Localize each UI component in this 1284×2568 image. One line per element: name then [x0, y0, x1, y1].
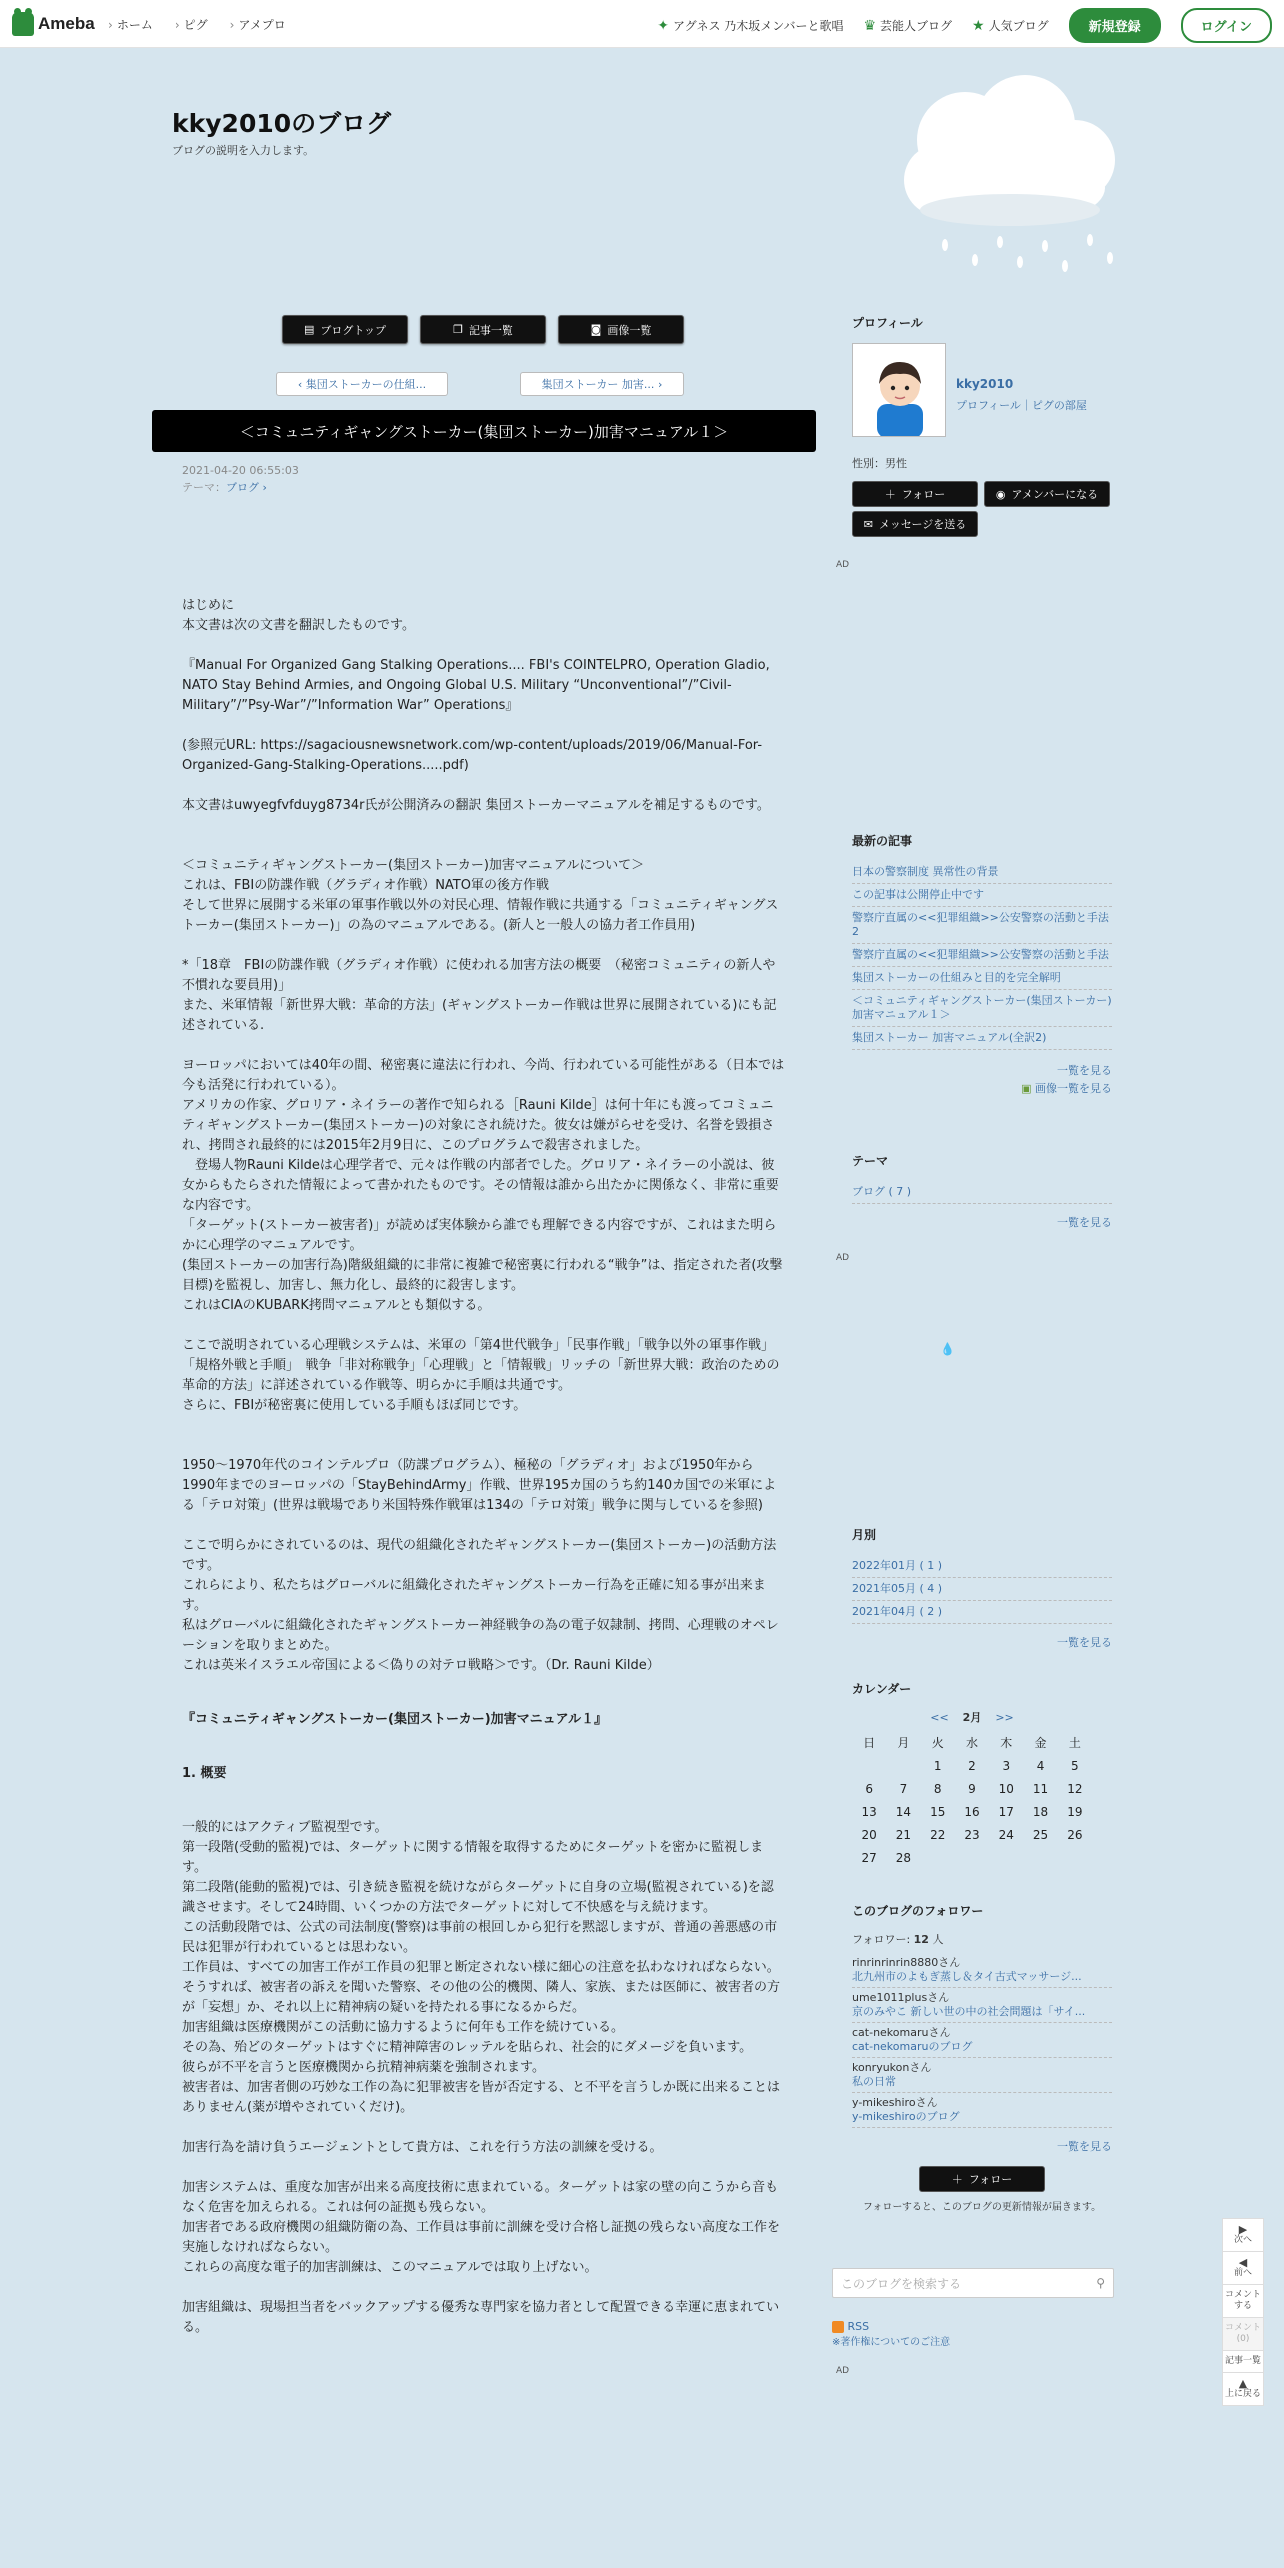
- star-icon: ✦: [657, 17, 669, 34]
- followers-heading: このブログのフォロワー: [852, 1904, 984, 1918]
- paragraph: ヨーロッパにおいては40年の間、秘密裏に違法に行われ、今尚、行われている可能性がある（日本では今も活発に行われている）。 アメリカの作家、グロリア・ネイラーの著作で知られる［Rauni Kilde］は何十年にも渡ってコミュニティギャングストーカー(集団ストーカー)の対象にされ続けた。彼女は嫌がらせを受け、名誉を毀損され、拷問され最終的には2015年2月9日に、このプログラムで殺害されました。 登場人物Rauni Kildeは心理学者で、元々は作戦の内部者でした。グロリア・ネイラーの小説は、彼女からもたらされた情報によって書かれたものです。その情報は誰から出たかに関係なく、非常に重要な内容です。 「ターゲット(ストーカー被害者)」が読めば実体験から誰でも理解できる内容ですが、これはまた明らかに心理学のマニュアルです。 (集団ストーカーの加害行為)階級組織的に非常に複雑で秘密裏に行われる“戦争”は、指定された者(攻撃目標)を監視し、加害し、無力化し、最終的に殺害します。 これはCIAのKUBARK拷問マニュアルとも類似する。: [182, 1058, 785, 1313]
- login-button[interactable]: ログイン: [1181, 8, 1272, 43]
- gender: 性別：男性: [852, 457, 907, 470]
- recent-articles-section: [852, 832, 1112, 1096]
- monthly-link[interactable]: 2021年04月 ( 2 ): [852, 1601, 1112, 1624]
- profile-heading: プロフィール: [852, 316, 923, 330]
- next-article-button[interactable]: 集団ストーカー 加害... ›: [520, 372, 684, 396]
- calendar-day: 28: [895, 1850, 912, 1865]
- entry-body: [182, 596, 786, 2358]
- ad-label: AD: [836, 560, 850, 570]
- paragraph: 『Manual For Organized Gang Stalking Operations.... FBI's COINTELPRO, Operation Gladio, NATO Stay Behind Armies, and Ongoing Global U.S. Military “Unconventional”/”Civil-Military”/”Psy-War”/”Information War” Operations』: [182, 658, 770, 713]
- calendar-day: 22: [930, 1827, 946, 1842]
- recent-article-link[interactable]: 集団ストーカーの仕組みと目的を完全解明: [852, 967, 1112, 990]
- nav-amepro[interactable]: › アメプロ: [229, 18, 286, 32]
- calendar-day: 19: [1067, 1804, 1083, 1819]
- theme-link[interactable]: ブログ ( 7 ): [852, 1181, 1112, 1204]
- raindrop-decoration: 💧: [940, 1342, 963, 1356]
- tab-article-list[interactable]: ❐ 記事一覧: [420, 315, 546, 344]
- camera-icon: ◙: [590, 323, 602, 336]
- recent-article-link[interactable]: ＜コミュニティギャングストーカー(集団ストーカー)加害マニュアル１＞: [852, 990, 1112, 1027]
- theme-section: [852, 1152, 1112, 1230]
- copyright-link[interactable]: ※著作権についてのご注意: [832, 2337, 951, 2348]
- crown-icon: ♛: [863, 17, 877, 34]
- paragraph: ＜コミュニティギャングストーカー(集団ストーカー)加害マニュアルについて＞ これは、FBIの防諜作戦（グラディオ作戦）NATO軍の後方作戦 そして世界に展開する米軍の軍事作戦以外の対民心理、情報作戦に共通する「コミュニティギャングストーカー(集団ストーカー)」の為のマニュアルである。(新人と一般人の協力者工作員用): [182, 858, 779, 933]
- calendar-day: 15: [930, 1804, 946, 1819]
- up-arrow-icon: ▲: [1238, 2377, 1248, 2390]
- follower-item[interactable]: cat-nekomaruさん cat-nekomaruのブログ: [852, 2023, 1112, 2058]
- theme-heading: テーマ: [852, 1154, 889, 1168]
- monthly-heading: 月別: [852, 1528, 877, 1542]
- entry-meta: [182, 462, 299, 496]
- weekday: 火: [931, 1736, 944, 1750]
- calendar-day: 16: [964, 1804, 980, 1819]
- document-icon: ▤: [303, 323, 315, 336]
- calendar-day: 3: [1002, 1758, 1011, 1773]
- section-heading: 1. 概要: [182, 1766, 227, 1781]
- paragraph: ここで説明されている心理戦システムは、米軍の「第4世代戦争」「民事作戦」「戦争以外の軍事作戦」「規格外戦と手順」 戦争「非対称戦争」「心理戦」と「情報戦」リッチの「新世界大戦：政治のための革命的方法」に詳述されている作戦等、明らかに手順は共通です。 さらに、FBIが秘密裏に使用している手順もほぼ同じです。: [182, 1338, 780, 1413]
- chevron-left-icon: ‹: [297, 377, 303, 391]
- weekday: 土: [1068, 1736, 1081, 1750]
- theme-more-link[interactable]: 一覧を見る: [1057, 1216, 1112, 1229]
- calendar-day: [955, 1846, 989, 1869]
- prev-article-button[interactable]: ‹ 集団ストーカーの仕組...: [276, 372, 448, 396]
- calendar-day: 11: [1032, 1781, 1049, 1796]
- rss-icon: [832, 2321, 844, 2333]
- paragraph: (参照元URL: https://sagaciousnewsnetwork.com/wp-content/uploads/2019/06/Manual-For-Organized-Gang-Stalking-Operations.....pdf): [182, 738, 763, 773]
- weekday: 木: [1000, 1736, 1013, 1750]
- calendar-day: [886, 1754, 920, 1777]
- recent-more-link[interactable]: 一覧を見る: [1057, 1064, 1112, 1077]
- entry-date: 2021-04-20 06:55:03: [182, 464, 299, 477]
- calendar-day: 2: [968, 1758, 976, 1773]
- list-icon: ❐: [453, 323, 463, 336]
- search-input[interactable]: このブログを検索する ⚲: [832, 2268, 1114, 2298]
- calendar-day: 1: [933, 1758, 942, 1773]
- follow-button-bottom[interactable]: ＋ フォロー: [919, 2166, 1045, 2192]
- paragraph: 1950〜1970年代のコインテルプロ（防諜プログラム）、極秘の「グラディオ」および1950年から1990年までのヨーロッパの「StayBehindArmy」作戦、世界195カ国のうち約140カ国での米軍による「テロ対策」(世界は戦場であり米国特殊作戦軍は134の「テロ対策」戦争に関与しているを参照): [182, 1458, 777, 1513]
- followers-more-link[interactable]: 一覧を見る: [1057, 2140, 1112, 2153]
- rail-list-button[interactable]: 記事一覧: [1223, 2351, 1263, 2373]
- blog-tabs: [282, 315, 684, 344]
- monthly-section: [852, 1526, 1112, 1650]
- calendar-day: 13: [861, 1804, 877, 1819]
- floating-nav-rail: [1222, 2218, 1264, 2406]
- plus-icon: ＋: [951, 2173, 963, 2186]
- calendar-prev-button[interactable]: <<: [930, 1711, 949, 1724]
- chevron-right-icon: ›: [657, 377, 663, 391]
- follower-item[interactable]: konryukonさん 私の日常: [852, 2058, 1112, 2093]
- calendar-day: 25: [1032, 1827, 1049, 1842]
- plus-icon: ＋: [884, 488, 896, 501]
- calendar-day: 12: [1067, 1781, 1083, 1796]
- rail-top-button[interactable]: ▲ 上に戻る: [1224, 2377, 1261, 2399]
- blog-title[interactable]: kky2010のブログ: [172, 109, 392, 138]
- top-nav: [108, 16, 286, 33]
- profile-links[interactable]: プロフィール｜ピグの部屋: [956, 399, 1087, 412]
- profile-section: [852, 314, 1112, 537]
- section-heading: 『コミュニティギャングストーカー(集団ストーカー)加害マニュアル１』: [182, 1712, 608, 1727]
- star-icon: ★: [972, 17, 985, 34]
- calendar-day: [1058, 1846, 1092, 1869]
- rail-comment-button[interactable]: コメントする: [1223, 2285, 1263, 2318]
- popular-blog-link[interactable]: ★ 人気ブログ: [972, 17, 1049, 34]
- ad-label: AD: [836, 2366, 850, 2376]
- calendar-day: 23: [964, 1827, 980, 1842]
- rail-prev-button[interactable]: ◀ 前へ: [1223, 2252, 1263, 2285]
- recent-heading: 最新の記事: [852, 834, 913, 848]
- monthly-link[interactable]: 2022年01月 ( 1 ): [852, 1555, 1112, 1578]
- calendar-day: 4: [1036, 1758, 1045, 1773]
- calendar-day: 7: [899, 1781, 908, 1796]
- calendar-heading: カレンダー: [852, 1682, 912, 1696]
- weekday: 金: [1034, 1736, 1047, 1750]
- follower-count-label: フォロワー:: [852, 1933, 911, 1946]
- follow-note: フォローすると、このブログの更新情報が届きます。: [862, 2202, 1102, 2213]
- calendar-day: 8: [933, 1781, 942, 1796]
- recent-article-link[interactable]: 日本の警察制度 異常性の背景: [852, 861, 1112, 884]
- avatar-image: [853, 344, 946, 437]
- image-icon: ▣: [1021, 1082, 1032, 1095]
- calendar: [852, 1709, 1092, 1869]
- blog-description: ブログの説明を入力します。: [172, 144, 315, 157]
- rail-next-button[interactable]: ▶ 次へ: [1223, 2219, 1263, 2252]
- recent-article-link[interactable]: 集団ストーカー 加害マニュアル(全訳2): [852, 1027, 1112, 1050]
- weekday: 水: [965, 1736, 978, 1750]
- recent-article-link[interactable]: 警察庁直属の<<犯罪組織>>公安警察の活動と手法: [852, 944, 1112, 967]
- play-icon: ▶: [1238, 2223, 1248, 2236]
- recent-article-link[interactable]: 警察庁直属の<<犯罪組織>>公安警察の活動と手法2: [852, 907, 1112, 944]
- calendar-day: 5: [1071, 1758, 1079, 1773]
- calendar-next-button[interactable]: >>: [995, 1711, 1014, 1724]
- followers-section: [852, 1902, 1112, 2213]
- amember-button[interactable]: ◉ アメンバーになる: [984, 481, 1110, 507]
- monthly-link[interactable]: 2021年05月 ( 4 ): [852, 1578, 1112, 1601]
- tab-image-list[interactable]: ◙ 画像一覧: [558, 315, 684, 344]
- theme-label: テーマ：: [182, 481, 226, 494]
- weekday: 日: [863, 1736, 876, 1750]
- follower-count-unit: 人: [932, 1933, 944, 1946]
- monthly-more-link[interactable]: 一覧を見る: [1057, 1636, 1112, 1649]
- paragraph: 一般的にはアクティブ監視型です。 第一段階(受動的監視)では、ターゲットに関する情報を取得するためにターゲットを密かに監視します。 第二段階(能動的監視)では、引き続き監視を続けながらターゲットに自身の立場(監視されている)を認識させます。そして24時間、いくつかの方法でターゲットに対して不快感を与え続けます。 この活動段階では、公式の司法制度(警察)は事前の根回しから犯行を黙認しますが、普通の善悪感の市民は犯罪が行われているとは思わない。 工作員は、すべての加害工作が工作員の犯罪と断定されない様に細心の注意を払わなければならない。 そうすれば、被害者の訴えを聞いた警察、その他の公的機関、隣人、家族、または医師に、被害者の方が「妄想」か、それ以上に精神病の疑いを持たれる事になるからだ。 加害組織は医療機関がこの活動に協力するように何年も工作を続けている。 その為、殆どのターゲットはすぐに精神障害のレッテルを貼られ、社会的にダメージを負います。 彼らが不平を言うと医療機関から抗精神病薬を強制されます。 被害者は、加害者側の巧妙な工作の為に犯罪被害を皆が否定する、と不平を言うしか既に出来ることはありません(薬が増やされていくだけ)。: [182, 1820, 781, 2115]
- calendar-day: 6: [865, 1781, 873, 1796]
- entry-theme-link[interactable]: ブログ: [226, 481, 259, 494]
- avatar[interactable]: [852, 343, 946, 437]
- calendar-day: 14: [895, 1804, 912, 1819]
- follower-item[interactable]: ume1011plusさん 京のみやこ 新しい世の中の社会問題は「サイ...: [852, 1988, 1112, 2023]
- calendar-day: 24: [998, 1827, 1014, 1842]
- chat-icon: ◉: [995, 487, 1006, 501]
- recent-article-link[interactable]: この記事は公開停止中です: [852, 884, 1112, 907]
- profile-name[interactable]: kky2010: [956, 377, 1014, 391]
- image-list-link[interactable]: 画像一覧を見る: [1035, 1082, 1112, 1095]
- calendar-day: 21: [895, 1827, 912, 1842]
- ameba-logo-icon: [12, 12, 34, 36]
- follower-count: 12: [913, 1933, 929, 1946]
- paragraph: ここで明らかにされているのは、現代の組織化されたギャングストーカー(集団ストーカー)の活動方法です。 これらにより、私たちはグローバルに組織化されたギャングストーカー行為を正確に知る事が出来ます。 私はグローバルに組織化されたギャングストーカー神経戦争の為の電子奴隷制、拷問、心理戦のオペレーションを取りまとめた。 これは英米イスラエル帝国による＜偽りの対テロ戦略＞です。（Dr. Rauni Kilde）: [182, 1538, 779, 1673]
- celebrity-blog-link[interactable]: ♛ 芸能人ブログ: [863, 17, 953, 34]
- paragraph: 加害行為を請け負うエージェントとして貴方は、これを行う方法の訓練を受ける。: [182, 2140, 663, 2155]
- message-button[interactable]: ✉ メッセージを送る: [852, 511, 978, 537]
- follower-item[interactable]: rinrinrinrin8880さん 北九州市のよもぎ蒸し＆タイ古式マッサージ...: [852, 1953, 1112, 1988]
- calendar-day: [989, 1846, 1023, 1869]
- calendar-day: 26: [1067, 1827, 1083, 1842]
- weekday: 月: [897, 1736, 910, 1750]
- paragraph: 加害システムは、重度な加害が出来る高度技術に恵まれている。ターゲットは家の壁の向こうから音もなく危害を加えられる。これは何の証拠も残らない。 加害者である政府機関の組織防衛の為、工作員は事前に訓練を受け合格し証拠の残らない高度な工作を実施しなければならない。 これらの高度な電子的加害訓練は、このマニュアルでは取り上げない。: [182, 2180, 781, 2275]
- paragraph: 加害組織は、現場担当者をバックアップする優秀な専門家を協力者として配置できる幸運に恵まれている。: [182, 2300, 780, 2335]
- entry-title: ＜コミュニティギャングストーカー(集団ストーカー)加害マニュアル１＞: [152, 410, 816, 452]
- follow-button[interactable]: ＋ フォロー: [852, 481, 978, 507]
- mail-icon: ✉: [863, 517, 873, 531]
- calendar-month: 2月: [962, 1711, 982, 1724]
- calendar-day: 18: [1032, 1804, 1049, 1819]
- trend-link[interactable]: ✦ アグネス 乃木坂メンバーと歌唱: [657, 17, 844, 34]
- logo-text: Ameba: [38, 14, 95, 33]
- calendar-day: 20: [861, 1827, 877, 1842]
- search-icon[interactable]: ⚲: [1096, 2276, 1105, 2290]
- paragraph: はじめに 本文書は次の文書を翻訳したものです。: [182, 598, 415, 633]
- rss-link[interactable]: RSS: [847, 2320, 870, 2333]
- tab-blog-top[interactable]: ▤ ブログトップ: [282, 315, 408, 344]
- top-right-links: [657, 8, 1272, 43]
- calendar-day: 10: [998, 1781, 1014, 1796]
- paragraph: 本文書はuwyegfvfduyg8734r氏が公開済みの翻訳 集団ストーカーマニュアルを補足するものです。: [182, 798, 770, 813]
- ad-label: AD: [836, 1253, 850, 1263]
- signup-button[interactable]: 新規登録: [1069, 8, 1161, 43]
- calendar-day: 9: [968, 1781, 976, 1796]
- cloud-illustration: [880, 70, 1130, 280]
- ameba-logo[interactable]: [12, 12, 95, 36]
- chevron-right-icon: ›: [262, 481, 267, 494]
- follower-item[interactable]: y-mikeshiroさん y-mikeshiroのブログ: [852, 2093, 1112, 2128]
- nav-pig[interactable]: › ピグ: [174, 18, 208, 32]
- calendar-day: [1023, 1846, 1057, 1869]
- calendar-day: 17: [998, 1804, 1014, 1819]
- calendar-day: [921, 1846, 955, 1869]
- back-icon: ◀: [1238, 2256, 1248, 2269]
- blog-search: [832, 2268, 1105, 2348]
- calendar-section: [852, 1680, 1112, 1869]
- calendar-day: [852, 1754, 886, 1777]
- top-bar: [0, 0, 1284, 48]
- calendar-day: 27: [861, 1850, 877, 1865]
- paragraph: *「18章 FBIの防諜作戦（グラディオ作戦）に使われる加害方法の概要 （秘密コミュニティの新人や不慣れな要員用)」 また、米軍情報「新世界大戦：革命的方法」(ギャングストーカー作戦は世界に展開されている)にも記述されている.: [182, 958, 777, 1033]
- rail-comment-count: コメント(0): [1223, 2318, 1263, 2351]
- nav-home[interactable]: › ホーム: [108, 18, 153, 32]
